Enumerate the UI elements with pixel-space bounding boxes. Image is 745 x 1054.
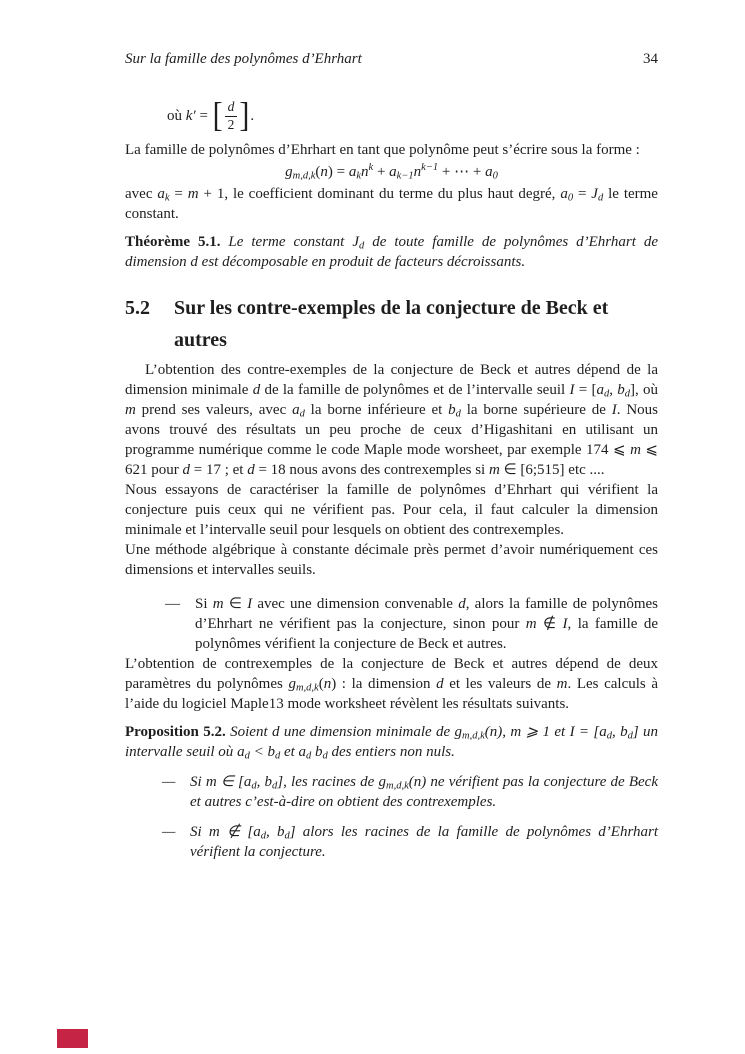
paragraph-famille-forme: La famille de polynômes d’Ehrhart en tant que polynôme peut s’écrire sous la forme : [125,142,640,158]
em-dash-marker: — [162,774,176,790]
bullet-text: Si m ∈ [$a_d$, $b_d$], les racines de $g_{m,d,k}(n)$ ne vérifient pas la conjecture de Beck et autres c’est-à-dire on obtient des contrexemples. [190,774,658,810]
section-number: 5.2 [125,297,150,319]
theorem-5-1 [125,232,658,272]
kprime-equals: = [195,108,212,124]
paragraph-nous-essayons: Nous essayons de caractériser la famille de polynômes d’Ehrhart qui vérifient la conjecture puis ceux qui ne vérifient pas. Pour cela, il faut calculer la dimension minimale et l’intervalle seuil pour lesquels on obtient des contrexemples. [125,482,658,538]
proposition-bullet-1 [162,772,658,812]
red-marker [57,1029,88,1048]
left-bracket: [ [212,96,223,135]
page-content [125,96,658,862]
kprime-display-formula [167,96,658,136]
paragraph-obtention-contre-exemples: L’obtention des contre-exemples de la conjecture de Beck et autres dépend de la dimension minimale d de la famille de polynômes et de l’intervalle seuil $I = [a_d$, $b_d$], où m prend ses valeurs, avec $a_d$ la borne inférieure et $b_d$ la borne supérieure de I. Nous avons trouvé des résultats un peu proche de ceux d’Higashitani en utilisant un programme numérique comme le code Maple mode worsheet, par exemple 174 ⩽ m ⩽ 621 pour d = 17 ; et d = 18 nous avons des contrexemples si m ∈ [6;515] etc .... [125,362,658,478]
ehrhart-polynomial-formula: $g_{m,d,k}(n) = a_kn^k + a_{k-1}n^{k-1}$ + ⋯ + $a_0$ [285,162,498,182]
section-heading-5-2 [125,292,658,356]
bullet-text: Si m ∈ I avec une dimension convenable d, alors la famille de polynômes d’Ehrhart ne vérifient pas la conjecture, sinon pour m ∉ I, la famille de polynômes vérifient la conjecture de Beck et autres. [195,596,659,652]
theorem-label: Théorème 5.1. [125,234,221,250]
page-number: 34 [643,51,658,67]
running-title: Sur la famille des polynômes d’Ehrhart [125,51,362,67]
kprime-prefix: où [167,108,186,124]
section-title: Sur les contre-exemples de la conjecture de Beck et autres [174,297,609,351]
proposition-label: Proposition 5.2. [125,724,226,740]
theorem-text: Le terme constant $J_d$ de toute famille de polynômes d’Ehrhart de dimension d est décomposable en produit de facteurs décroissants. [125,234,659,270]
paragraph-obtention-contrexemples-2: L’obtention de contrexemples de la conjecture de Beck et autres dépend de deux paramètres du polynômes $g_{m,d,k}(n)$ : la dimension d et les valeurs de m. Les calculs à l’aide du logiciel Maple13 mode worksheet révèlent les résultats suivants. [125,656,658,712]
proposition-bullet-2 [162,822,658,862]
em-dash-marker: — [162,824,176,840]
bullet-text: Si m ∉ [$a_d$, $b_d$] alors les racines de la famille de polynômes d’Ehrhart vérifient la conjecture. [190,824,659,860]
proposition-5-2 [125,722,658,762]
bullet-si-m-in-I [165,594,658,654]
proposition-text: Soient d une dimension minimale de $g_{m,d,k}(n)$, m ⩾ 1 et $I = [a_d$, $b_d$] un intervalle seuil où $a_d < b_d$ et $a_d$ $b_d$ des entiers non nuls. [125,724,659,762]
paragraph-methode-algebrique: Une méthode algébrique à constante décimale près permet d’avoir numériquement ces dimensions et intervalles seuils. [125,542,658,578]
page-header [125,49,658,69]
fraction-numerator: d [227,99,235,115]
em-dash-marker: — [165,596,180,612]
right-bracket: ] [239,96,250,135]
paragraph-avec-coefficient: avec $a_k = m + 1$, le coefficient dominant du terme du plus haut degré, $a_0 = J_d$ le terme constant. [125,186,658,222]
fraction-d-over-2 [225,99,238,132]
kprime-variable: k′ [185,108,196,124]
kprime-period: . [250,108,255,124]
fraction-denominator: 2 [225,116,238,133]
